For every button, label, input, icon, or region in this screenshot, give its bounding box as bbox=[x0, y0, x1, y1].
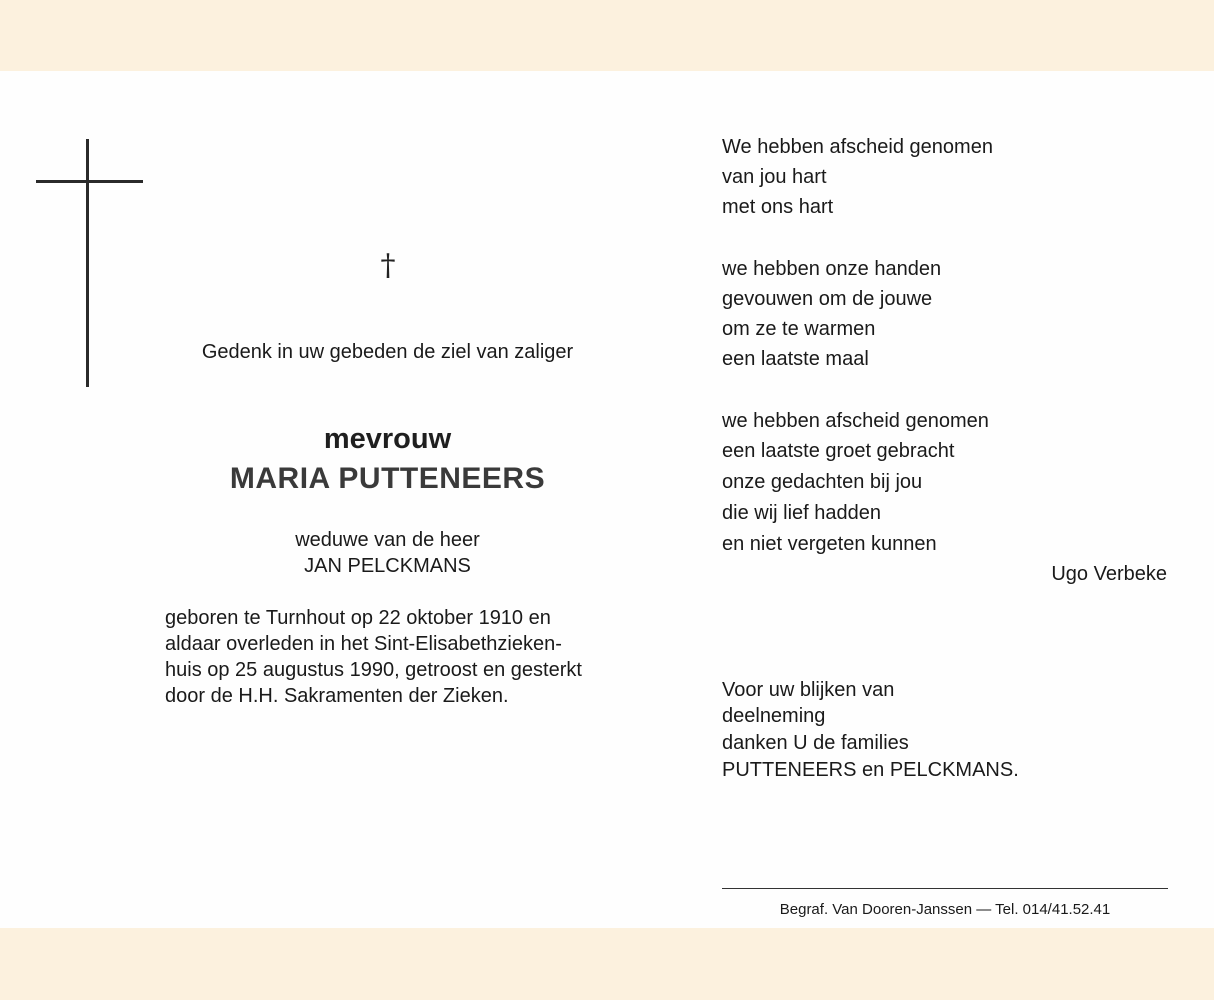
husband-name: JAN PELCKMANS bbox=[304, 555, 471, 577]
small-cross-icon: † bbox=[380, 248, 396, 283]
thanks-line: danken U de families bbox=[722, 732, 909, 754]
footer-divider bbox=[722, 888, 1168, 889]
bio-line: door de H.H. Sakramenten der Zieken. bbox=[165, 685, 509, 707]
poem-line: een laatste groet gebracht bbox=[722, 440, 955, 462]
bio-line: huis op 25 augustus 1990, getroost en gesterkt bbox=[165, 659, 582, 681]
deceased-title: mevrouw bbox=[323, 423, 452, 455]
poem-line: gevouwen om de jouwe bbox=[722, 288, 933, 310]
memorial-card bbox=[0, 71, 1214, 928]
poem-line: van jou hart bbox=[722, 166, 827, 188]
poem-author: Ugo Verbeke bbox=[1051, 563, 1167, 585]
poem-line: We hebben afscheid genomen bbox=[722, 136, 993, 158]
poem-line: we hebben afscheid genomen bbox=[722, 410, 989, 432]
remembrance-text: Gedenk in uw gebeden de ziel van zaliger bbox=[201, 341, 574, 363]
thanks-line: deelneming bbox=[722, 705, 826, 727]
funeral-home-footer: Begraf. Van Dooren-Janssen — Tel. 014/41.52.41 bbox=[779, 901, 1111, 918]
poem-line: een laatste maal bbox=[722, 348, 869, 370]
poem-line: die wij lief hadden bbox=[722, 502, 881, 524]
poem-line: we hebben onze handen bbox=[722, 258, 942, 280]
poem-line: met ons hart bbox=[722, 196, 834, 218]
poem-line: en niet vergeten kunnen bbox=[722, 533, 937, 555]
bio-line: aldaar overleden in het Sint-Elisabethzieken- bbox=[165, 633, 562, 655]
deceased-name: MARIA PUTTENEERS bbox=[229, 462, 546, 495]
thanks-line: PUTTENEERS en PELCKMANS. bbox=[722, 759, 1019, 781]
large-cross-icon bbox=[86, 139, 89, 387]
poem-line: onze gedachten bij jou bbox=[722, 471, 923, 493]
poem-line: om ze te warmen bbox=[722, 318, 876, 340]
large-cross-icon-beam bbox=[36, 180, 143, 183]
thanks-line: Voor uw blijken van bbox=[722, 679, 895, 701]
relation-text: weduwe van de heer bbox=[295, 529, 480, 551]
bio-line: geboren te Turnhout op 22 oktober 1910 en bbox=[165, 607, 551, 629]
